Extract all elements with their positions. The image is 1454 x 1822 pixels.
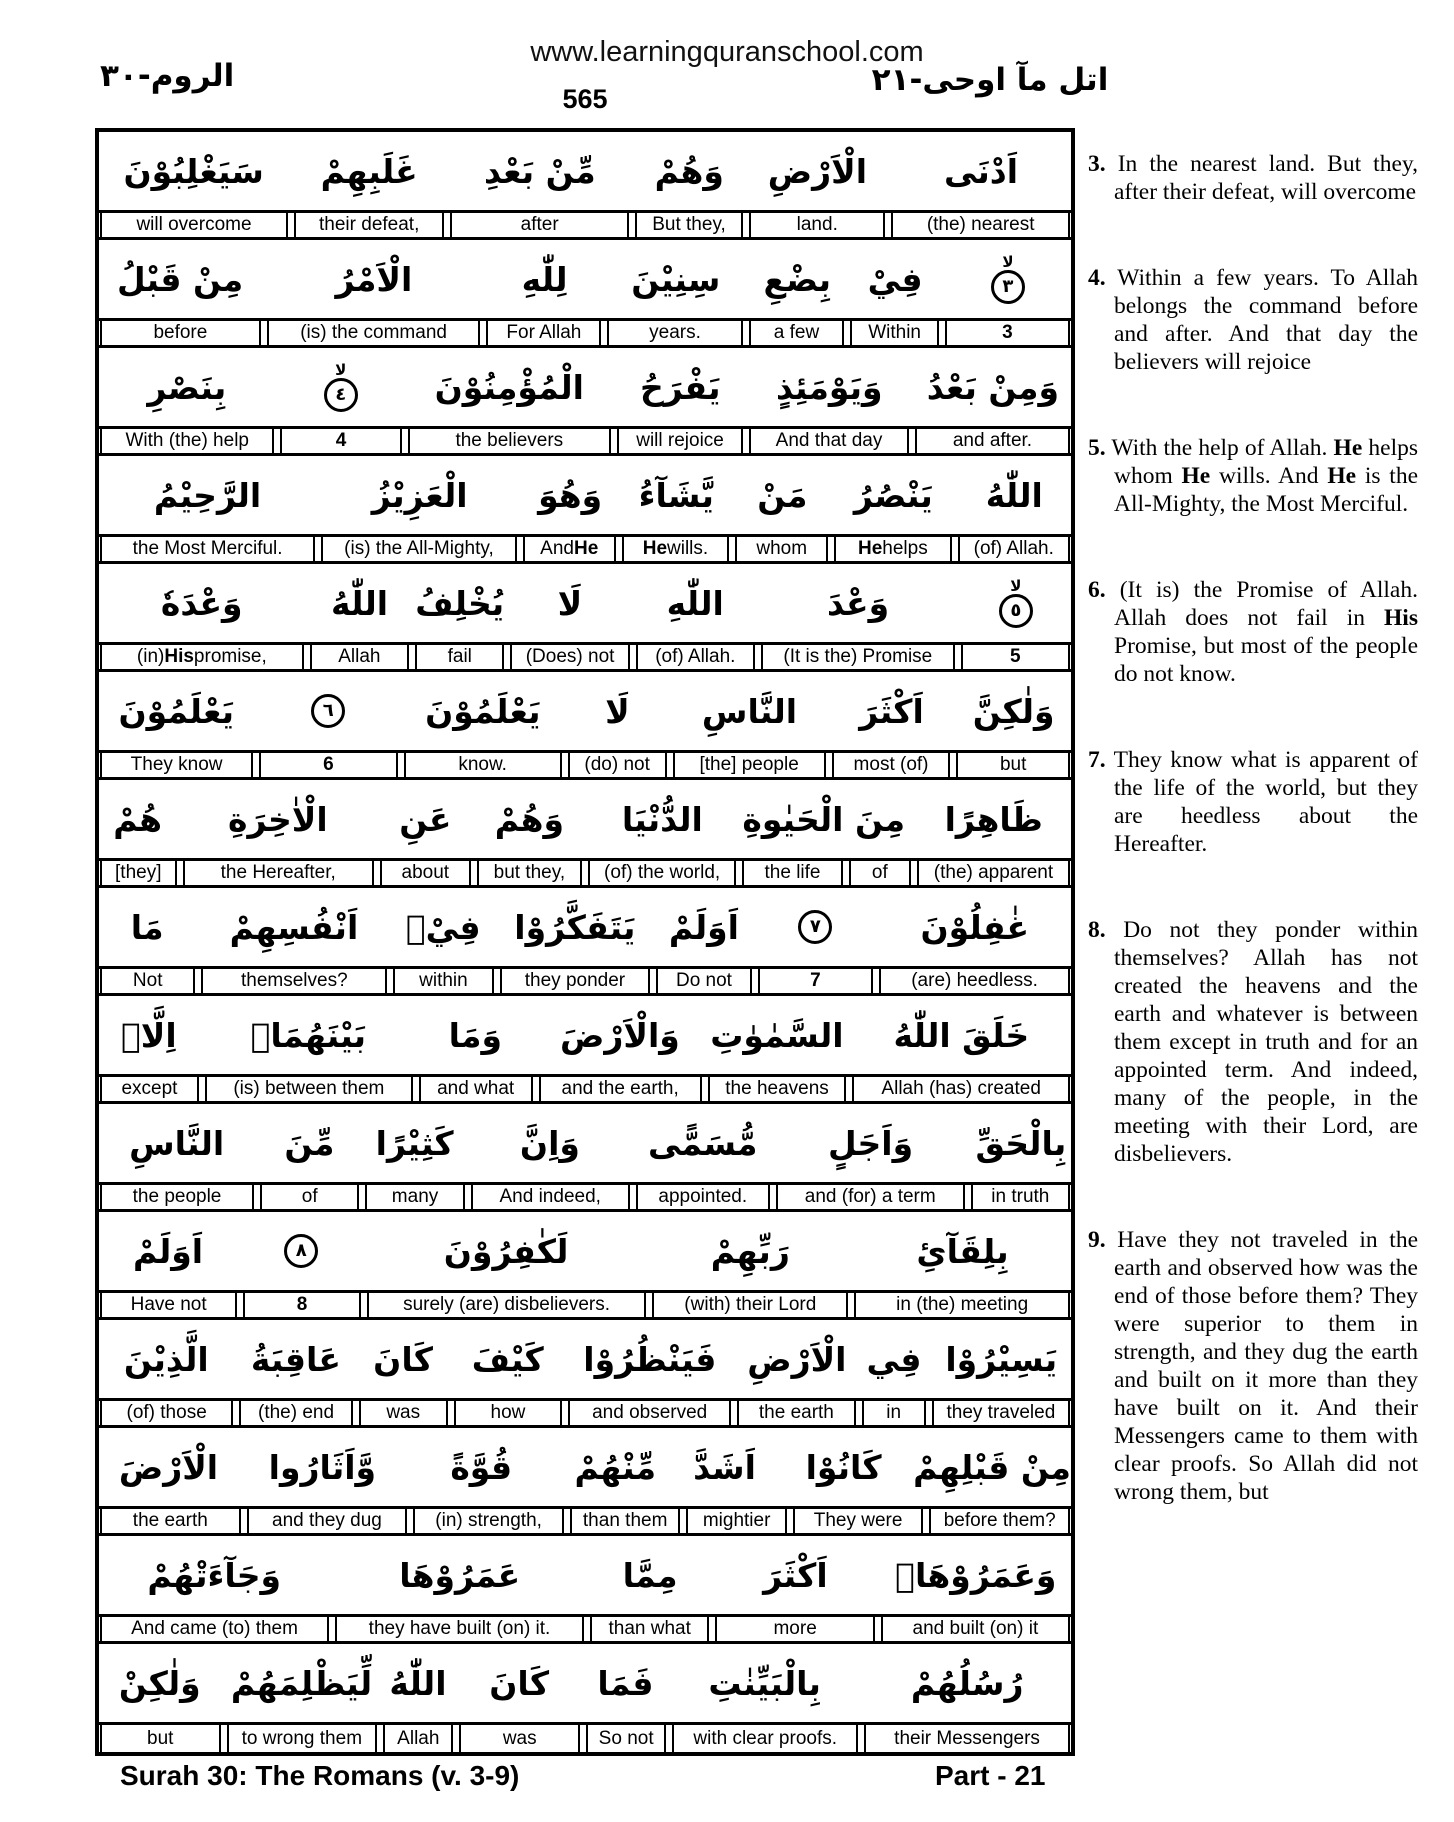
arabic-word: اَكْثَرَ (859, 691, 924, 731)
english-cell: (the) apparent (917, 861, 1070, 885)
english-cell: 6 (259, 753, 397, 777)
arabic-word: وَعَمَرُوْهَاۤ (895, 1555, 1057, 1595)
arabic-word: مَا (130, 907, 164, 947)
english-cell: than them (570, 1509, 680, 1533)
arabic-word: وَاَجَلٍ (828, 1123, 914, 1163)
english-cell: (in) His promise, (100, 645, 304, 669)
verse-number-circle (242, 1234, 360, 1268)
english-cell: within (393, 969, 493, 993)
english-cell: surely (are) disbelievers. (367, 1293, 646, 1317)
arabic-word: بَيْنَهُمَاۤ (250, 1015, 367, 1055)
english-cell: years. (607, 321, 742, 345)
arabic-word: وَهُوَ (538, 475, 603, 515)
table-row (99, 456, 1071, 564)
verse-number-digit: ٥ (999, 594, 1033, 628)
english-cell: they traveled (932, 1401, 1070, 1425)
arabic-word: الْاَرْضِ (767, 151, 868, 191)
table-row (99, 240, 1071, 348)
english-cell: 8 (243, 1293, 361, 1317)
english-cell: more (715, 1617, 874, 1641)
english-cell: Not (100, 969, 195, 993)
arabic-word: لِّيَظْلِمَهُمْ (230, 1663, 373, 1703)
english-cell: and observed (568, 1401, 731, 1425)
arabic-line (99, 888, 1071, 966)
english-cell: mightier (686, 1509, 786, 1533)
arabic-word: يَتَفَكَّرُوْا (514, 907, 636, 947)
arabic-line (99, 996, 1071, 1074)
english-cell: 7 (758, 969, 873, 993)
arabic-word: كَثِيْرًا (375, 1123, 454, 1163)
table-row (99, 564, 1071, 672)
english-line (99, 318, 1071, 348)
arabic-word: وَالْاَرْضَ (559, 1015, 680, 1055)
arabic-word: اللّٰهُ (389, 1663, 447, 1703)
english-cell: about (380, 861, 471, 885)
english-cell: (the) end (239, 1401, 353, 1425)
verse-number: 8. (1088, 917, 1106, 943)
arabic-word: اَنْفُسِهِمْ (229, 907, 359, 947)
arabic-word: الرَّحِيْمُ (153, 475, 262, 515)
arabic-word: كَانُوْا (805, 1447, 882, 1487)
arabic-word: وَلٰكِنَّ (972, 691, 1055, 731)
english-cell: of (849, 861, 911, 885)
english-line (99, 1074, 1071, 1104)
english-cell: (of) Allah. (636, 645, 755, 669)
arabic-word: وَاِنَّ (519, 1123, 580, 1163)
arabic-word: عَنِ (399, 799, 452, 839)
arabic-word: وَهُمْ (654, 151, 724, 191)
verse-number: 3. (1088, 151, 1106, 177)
arabic-word: الْمُؤْمِنُوْنَ (434, 367, 584, 407)
verse-column (1088, 150, 1418, 1564)
english-cell: in truth (971, 1185, 1070, 1209)
arabic-word: يُخْلِفُ (415, 583, 505, 623)
english-cell: before them? (929, 1509, 1070, 1533)
arabic-word: لَا (557, 583, 583, 623)
website-url: www.learningquranschool.com (530, 36, 924, 68)
arabic-word: الَّذِيْنَ (123, 1339, 209, 1379)
verse-number-circle (259, 694, 399, 728)
english-cell: the believers (408, 429, 612, 453)
english-cell: (is) the All-Mighty, (321, 537, 517, 561)
arabic-word: يَعْلَمُوْنَ (118, 691, 234, 731)
arabic-word: اِلَّاۤ (120, 1015, 177, 1055)
footer-part-label: Part - 21 (935, 1760, 1046, 1791)
arabic-word: النَّاسِ (701, 691, 798, 731)
english-cell: with clear proofs. (672, 1725, 858, 1752)
arabic-line (99, 1320, 1071, 1398)
english-cell: (the) nearest (891, 213, 1070, 237)
english-cell: know. (404, 753, 562, 777)
english-cell: will overcome (100, 213, 288, 237)
english-cell: but (100, 1725, 221, 1752)
arabic-word: مِنْ قَبْلُ (116, 259, 244, 299)
arabic-word: مِمَّا (622, 1555, 678, 1595)
arabic-word: الْاَرْضَ (118, 1447, 219, 1487)
arabic-word: وَمِنْ بَعْدُ (926, 367, 1059, 407)
english-cell: before (100, 321, 261, 345)
english-line (99, 1722, 1071, 1752)
english-cell: in (the) meeting (854, 1293, 1070, 1317)
arabic-line (99, 240, 1071, 318)
arabic-word: الْعَزِيْزُ (371, 475, 468, 515)
english-cell: 3 (945, 321, 1070, 345)
english-cell: and the earth, (539, 1077, 702, 1101)
arabic-word: النَّاسِ (129, 1123, 225, 1163)
juz-name-arabic: اتل مآ اوحی-۲۱ (871, 62, 1109, 98)
english-cell: (of) the world, (588, 861, 736, 885)
arabic-word: اَدْنَى (944, 151, 1019, 191)
english-line (99, 966, 1071, 996)
english-cell: 4 (280, 429, 401, 453)
arabic-line (99, 672, 1071, 750)
english-cell: a few (749, 321, 845, 345)
arabic-word: بِالْحَقِّ (975, 1123, 1067, 1163)
arabic-word: بِالْبَيِّنٰتِ (708, 1663, 821, 1703)
arabic-word: اللّٰهِ (666, 583, 724, 623)
english-cell: (of) Allah. (958, 537, 1070, 561)
english-cell: Have not (100, 1293, 237, 1317)
arabic-word: وَّاَثَارُوا (268, 1447, 377, 1487)
verse-number-circle (961, 576, 1071, 628)
arabic-word: مِّنْهُمْ (574, 1447, 657, 1487)
table-row (99, 888, 1071, 996)
verse-number-digit: ٧ (798, 910, 832, 944)
english-cell: themselves? (201, 969, 387, 993)
arabic-word: الْحَيٰوةِ (742, 799, 844, 839)
table-row (99, 672, 1071, 780)
english-line (99, 534, 1071, 564)
arabic-word: مِنَ (854, 799, 906, 839)
verse-paragraph: 5. With the help of Allah. He helps whom He wills. And He is the All-Mighty, the Most Merciful. (1088, 435, 1418, 517)
english-cell: Allah (has) created (852, 1077, 1070, 1101)
english-cell: (It is the) Promise (761, 645, 955, 669)
arabic-word: وَعْدَهٗ (160, 583, 243, 623)
verse-number-circle (757, 910, 873, 944)
english-cell: many (365, 1185, 464, 1209)
english-cell: than what (590, 1617, 710, 1641)
arabic-word: وَعْدَ (826, 583, 890, 623)
english-cell: the earth (100, 1509, 241, 1533)
english-line (99, 1614, 1071, 1644)
english-cell: (are) heedless. (879, 969, 1070, 993)
english-cell: And He (523, 537, 616, 561)
arabic-word: عَاقِبَةُ (250, 1339, 341, 1379)
arabic-word: سِنِيْنَ (631, 259, 721, 299)
english-cell: in (862, 1401, 926, 1425)
verse-paragraph: 7. They know what is apparent of the life of the world, but they are heedless about the Hereafter. (1088, 747, 1418, 857)
table-row (99, 1320, 1071, 1428)
english-line (99, 210, 1071, 240)
english-cell: He helps (834, 537, 951, 561)
arabic-word: بِضْعِ (763, 259, 831, 299)
english-cell: And that day (749, 429, 909, 453)
table-row (99, 1212, 1071, 1320)
arabic-word: وَلٰكِنْ (118, 1663, 201, 1703)
english-cell: to wrong them (227, 1725, 378, 1752)
verse-paragraph: 8. Do not they ponder within themselves? Allah has not created the heavens and the earth and whatever is between them except in truth and for an appointed term. And indeed, many of the people, in the meeting with their Lord, are disbelievers. (1088, 917, 1418, 1167)
english-cell: fail (415, 645, 504, 669)
english-cell: and after. (915, 429, 1070, 453)
page-number: 565 (562, 84, 608, 114)
arabic-word: الْاَمْرُ (335, 259, 413, 299)
arabic-word: اَكْثَرَ (763, 1555, 828, 1595)
english-cell: Do not (656, 969, 751, 993)
english-cell: And indeed, (471, 1185, 630, 1209)
verse-number-digit: ٨ (284, 1234, 318, 1268)
stop-sign-la: لا (1010, 576, 1022, 595)
translation-table (95, 128, 1075, 1756)
english-cell: (in) strength, (413, 1509, 564, 1533)
arabic-word: يَّشَآءُ (638, 475, 714, 515)
verse-number-digit: ٣ (991, 270, 1025, 304)
arabic-line (99, 1428, 1071, 1506)
verse-number: 6. (1088, 577, 1106, 603)
english-cell: They were (793, 1509, 924, 1533)
arabic-word: الْاٰخِرَةِ (228, 799, 328, 839)
stop-sign-la: لا (335, 360, 347, 379)
english-cell: they have built (on) it. (335, 1617, 584, 1641)
english-cell: they ponder (500, 969, 651, 993)
english-cell: the earth (737, 1401, 855, 1425)
english-cell: how (454, 1401, 563, 1425)
english-cell: So not (586, 1725, 666, 1752)
english-line (99, 1506, 1071, 1536)
english-cell: (Does) not (510, 645, 629, 669)
english-cell: after (450, 213, 629, 237)
table-row (99, 348, 1071, 456)
arabic-word: مِّنَ (284, 1123, 335, 1163)
arabic-word: قُوَّةً (450, 1447, 513, 1487)
arabic-word: اَوَلَمْ (668, 907, 739, 947)
english-cell: except (100, 1077, 199, 1101)
arabic-word: كَانَ (373, 1339, 433, 1379)
arabic-word: رُسُلُهُمْ (910, 1663, 1024, 1703)
english-cell: and built (on) it (881, 1617, 1070, 1641)
arabic-word: اَوَلَمْ (133, 1231, 204, 1271)
english-cell: Allah (310, 645, 409, 669)
arabic-word: مَنْ (757, 475, 808, 515)
english-line (99, 858, 1071, 888)
verse-number-digit: ٤ (324, 378, 358, 412)
arabic-word: بِلِقَآئِ (916, 1231, 1009, 1271)
table-row (99, 1644, 1071, 1752)
arabic-word: غَلَبِهِمْ (320, 151, 418, 191)
footer-surah-label: Surah 30: The Romans (v. 3-9) (120, 1760, 520, 1791)
surah-name-arabic: الروم-۳۰ (100, 58, 235, 94)
english-cell: (is) the command (267, 321, 481, 345)
arabic-word: فَيَنْظُرُوْا (583, 1339, 717, 1379)
english-cell: And came (to) them (100, 1617, 329, 1641)
english-line (99, 426, 1071, 456)
arabic-line (99, 1212, 1071, 1290)
arabic-word: اَشَدَّ (693, 1447, 756, 1487)
arabic-word: يَعْلَمُوْنَ (425, 691, 541, 731)
arabic-line (99, 132, 1071, 210)
arabic-line (99, 564, 1071, 642)
arabic-word: غٰفِلُوْنَ (920, 907, 1030, 947)
english-cell: their defeat, (294, 213, 444, 237)
english-cell: will rejoice (617, 429, 743, 453)
arabic-word: ظَاهِرًا (944, 799, 1043, 839)
arabic-word: لَكٰفِرُوْنَ (443, 1231, 569, 1271)
english-cell: Allah (383, 1725, 453, 1752)
english-cell: He wills. (622, 537, 730, 561)
arabic-word: يَفْرَحُ (640, 367, 721, 407)
table-row (99, 132, 1071, 240)
arabic-line (99, 1104, 1071, 1182)
english-line (99, 642, 1071, 672)
english-cell: and (for) a term (776, 1185, 965, 1209)
arabic-word: يَسِيْرُوْا (945, 1339, 1058, 1379)
table-row (99, 1104, 1071, 1212)
table-row (99, 1536, 1071, 1644)
verse-number-digit: ٦ (311, 694, 345, 728)
table-row (99, 1428, 1071, 1536)
verse-number: 4. (1088, 265, 1106, 291)
verse-number-circle (280, 360, 402, 412)
arabic-word: وَيَوْمَئِذٍ (775, 367, 883, 407)
arabic-word: اللّٰهُ (330, 583, 389, 623)
arabic-word: السَّمٰوٰتِ (710, 1015, 844, 1055)
english-cell: and what (419, 1077, 533, 1101)
arabic-word: وَمَا (448, 1015, 502, 1055)
english-cell: was (459, 1725, 580, 1752)
arabic-word: وَهُمْ (494, 799, 564, 839)
arabic-word: اللّٰهُ (985, 475, 1043, 515)
english-cell: the people (100, 1185, 254, 1209)
arabic-word: فَمَا (597, 1663, 654, 1703)
arabic-word: وَجَآءَتْهُمْ (147, 1555, 282, 1595)
verse-number-circle (945, 252, 1071, 304)
english-cell: For Allah (486, 321, 601, 345)
english-cell: their Messengers (864, 1725, 1070, 1752)
english-cell: land. (749, 213, 885, 237)
arabic-word: عَمَرُوْهَا (399, 1555, 521, 1595)
english-cell: the Hereafter, (183, 861, 374, 885)
arabic-line (99, 348, 1071, 426)
verse-paragraph: 4. Within a few years. To Allah belongs the command before and after. And that day the believers will rejoice (1088, 265, 1418, 375)
english-cell: the heavens (708, 1077, 847, 1101)
arabic-word: لَا (605, 691, 630, 731)
english-cell: was (359, 1401, 448, 1425)
arabic-word: فِيْ (867, 259, 923, 299)
english-cell: but they, (477, 861, 582, 885)
stop-sign-la: لا (1002, 252, 1014, 271)
arabic-word: مُّسَمًّى (647, 1123, 758, 1163)
arabic-word: لِلّٰهِ (521, 259, 568, 299)
arabic-word: الْاَرْضِ (747, 1339, 847, 1379)
english-cell: (of) those (100, 1401, 233, 1425)
english-cell: [the] people (673, 753, 826, 777)
arabic-line (99, 780, 1071, 858)
arabic-word: كَانَ (489, 1663, 550, 1703)
english-cell: (with) their Lord (652, 1293, 848, 1317)
arabic-word: كَيْفَ (471, 1339, 544, 1379)
verse-paragraph: 3. In the nearest land. But they, after their defeat, will overcome (1088, 151, 1418, 205)
table-row (99, 780, 1071, 888)
arabic-word: مِنْ قَبْلِهِمْ (913, 1447, 1071, 1487)
arabic-word: مِّنْ بَعْدِ (484, 151, 596, 191)
english-cell: the life (742, 861, 842, 885)
arabic-word: الدُّنْيَا (621, 799, 703, 839)
verse-paragraph: 6. (It is) the Promise of Allah. Allah does not fail in His Promise, but most of the people do not know. (1088, 577, 1418, 687)
verse-number: 9. (1088, 1227, 1106, 1253)
arabic-word: سَيَغْلِبُوْنَ (123, 151, 264, 191)
arabic-word: يَنْصُرُ (853, 475, 933, 515)
arabic-line (99, 1644, 1071, 1722)
arabic-word: خَلَقَ اللّٰهُ (893, 1015, 1030, 1055)
arabic-word: بِنَصْرِ (147, 367, 227, 407)
english-cell: With (the) help (100, 429, 274, 453)
english-cell: most (of) (832, 753, 951, 777)
arabic-line (99, 456, 1071, 534)
english-cell: They know (100, 753, 253, 777)
english-line (99, 750, 1071, 780)
arabic-line (99, 1536, 1071, 1614)
english-cell: But they, (635, 213, 743, 237)
english-cell: the Most Merciful. (100, 537, 315, 561)
verse-number: 7. (1088, 747, 1106, 773)
english-cell: (is) between them (205, 1077, 413, 1101)
english-cell: whom (735, 537, 828, 561)
arabic-word: فِي (866, 1339, 922, 1379)
english-cell: 5 (961, 645, 1070, 669)
english-cell: appointed. (636, 1185, 770, 1209)
english-line (99, 1398, 1071, 1428)
english-line (99, 1182, 1071, 1212)
english-cell: but (956, 753, 1070, 777)
table-row (99, 996, 1071, 1104)
english-cell: [they] (100, 861, 177, 885)
english-line (99, 1290, 1071, 1320)
arabic-word: رَبِّهِمْ (710, 1231, 790, 1271)
verse-number: 5. (1088, 435, 1106, 461)
arabic-word: فِيْۤ (405, 907, 481, 947)
english-cell: Within (850, 321, 939, 345)
verse-paragraph: 9. Have they not traveled in the earth and observed how was the end of those before them? They were superior to them in strength, and they dug the earth and built on it more than they have built on it. And their Messengers came to them with clear proofs. So Allah did not wrong them, but (1088, 1227, 1418, 1505)
english-cell: and they dug (247, 1509, 408, 1533)
english-cell: of (260, 1185, 359, 1209)
english-cell: (do) not (568, 753, 667, 777)
arabic-word: هُمْ (113, 799, 163, 839)
